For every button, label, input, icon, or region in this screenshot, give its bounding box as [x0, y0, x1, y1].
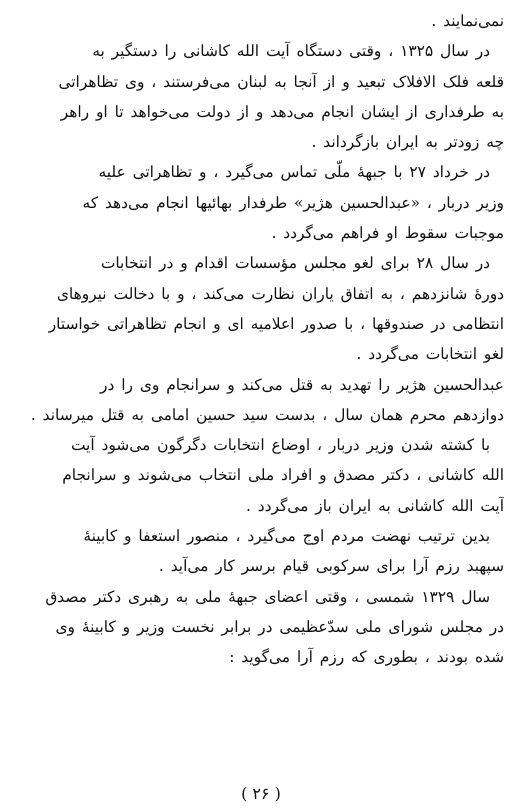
text-line: وزیر دربار ، «عبدالحسین هژیر» طرفدار بهائیها انجام می‌دهد که [82, 193, 504, 212]
text-line: عبدالحسین هژیر را تهدید به قتل می‌کند و سرانجام وی را در [100, 375, 504, 394]
body-text [14, 6, 504, 673]
text-line: در سال ۱۳۲۵ ، وقتی دستگاه آیت الله کاشانی را دستگیر به [92, 42, 490, 61]
text-line: سپهبد رزم آرا برای سرکوبی قیام برسر کار می‌آید . [158, 557, 504, 576]
text-line: آیت الله کاشانی به ایران باز می‌گردد . [245, 496, 504, 515]
text-line: در مجلس شورای ملی سدّعظیمی در برابر نخست وزیر و کابینهٔ وی [55, 617, 504, 636]
page-number: ( ۲۶ ) [241, 784, 281, 803]
text-line: چه زودتر به ایران بازگرداند . [311, 133, 504, 152]
text-line: سال ۱۳۲۹ شمسی ، وقتی اعضای جبههٔ ملی به رهبری دکتر مصدق [45, 587, 490, 606]
text-line: دورهٔ شانزدهم ، به اتفاق یاران نظارت می‌کند ، و با دخالت نیروهای [56, 284, 504, 303]
text-line: لغو انتخابات می‌گردد . [356, 345, 504, 364]
text-line: انتظامی در صندوقها ، با صدور اعلامیه ای و انجام تظاهراتی خواستار [48, 314, 504, 333]
text-line: بدین ترتیب نهضت مردم اوج می‌گیرد ، منصور استعفا و کابینهٔ [83, 527, 490, 546]
text-line: نمی‌نمایند . [431, 12, 504, 30]
text-line: با کشته شدن وزیر دربار ، اوضاع انتخابات دگرگون می‌شود آیت [70, 436, 490, 455]
text-line: شده بودند ، بطوری که رزم آرا می‌گوید : [229, 648, 504, 667]
text-line: قلعه فلک الافلاک تبعید و از آنجا به لبنان می‌فرستند ، وی تظاهراتی [58, 72, 504, 91]
text-line: در خرداد ۲۷ با جبههٔ ملّی تماس می‌گیرد ، و تظاهراتی علیه [98, 163, 490, 182]
text-line: دوازدهم محرم همان سال ، بدست سید حسین امامی به قتل میرساند . [30, 405, 504, 424]
text-line: به طرفداری از ایشان انجام می‌دهد و از دولت می‌خواهد تا او راهر [60, 102, 504, 121]
text-line: الله کاشانی ، دکتر مصدق و افراد ملی انتخاب می‌شوند و سرانجام [62, 466, 504, 485]
text-line: در سال ۲۸ برای لغو مجلس مؤسسات اقدام و در انتخابات [100, 254, 490, 273]
text-line: موجبات سقوط او فراهم می‌گردد . [271, 224, 504, 243]
